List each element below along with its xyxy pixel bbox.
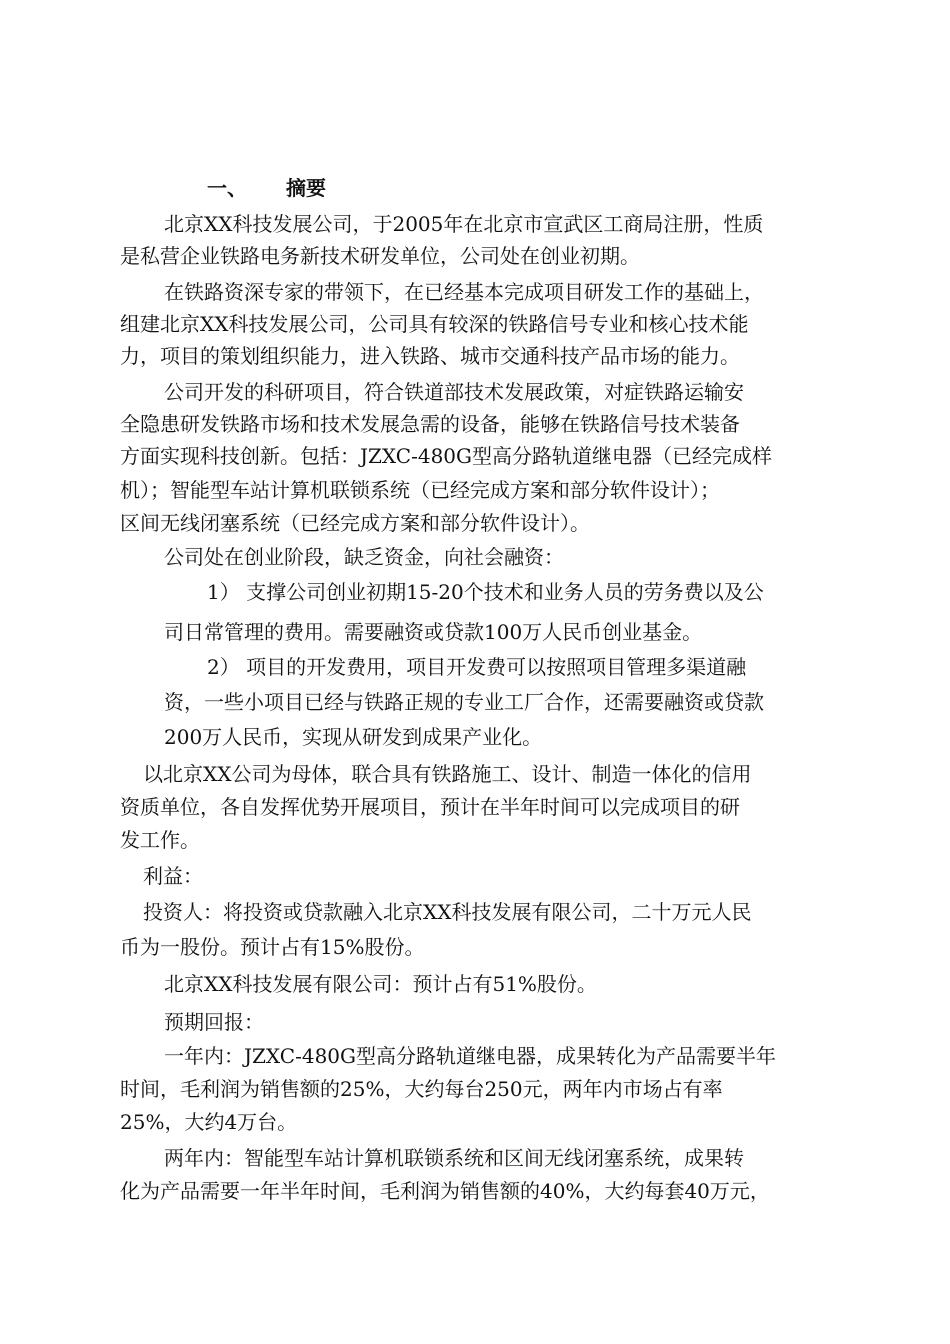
paragraph-line: 以北京XX公司为母体，联合具有铁路施工、设计、制造一体化的信用 (143, 762, 752, 786)
paragraph-line: 发工作。 (120, 828, 200, 852)
paragraph-line: 资质单位，各自发挥优势开展项目，预计在半年时间可以完成项目的研 (120, 795, 740, 819)
benefit-label: 利益： (143, 864, 203, 888)
paragraph-line: 投资人：将投资或贷款融入北京XX科技发展有限公司，二十万元人民 (143, 900, 752, 924)
list-item-2-line: 200万人民币，实现从研发到成果产业化。 (164, 725, 543, 749)
expected-return-label: 预期回报： (164, 1010, 264, 1034)
paragraph-line: 公司开发的科研项目，符合铁道部技术发展政策，对症铁路运输安 (164, 380, 744, 404)
list-item-2-line: 资，一些小项目已经与铁路正规的专业工厂合作，还需要融资或贷款 (164, 690, 764, 714)
paragraph-line: 币为一股份。预计占有15%股份。 (120, 935, 425, 959)
paragraph-line: 全隐患研发铁路市场和技术发展急需的设备，能够在铁路信号技术装备 (120, 412, 740, 436)
paragraph-line: 公司处在创业阶段，缺乏资金，向社会融资： (164, 545, 564, 569)
paragraph-line: 在铁路资深专家的带领下，在已经基本完成项目研发工作的基础上， (164, 280, 764, 304)
paragraph-line: 北京XX科技发展有限公司：预计占有51%股份。 (164, 972, 597, 996)
paragraph-line: 时间，毛利润为销售额的25%，大约每台250元，两年内市场占有率 (120, 1077, 723, 1101)
paragraph-line: 一年内：JZXC-480G型高分路轨道继电器，成果转化为产品需要半年 (164, 1044, 777, 1068)
paragraph-line: 组建北京XX科技发展公司，公司具有较深的铁路信号专业和核心技术能 (120, 312, 749, 336)
paragraph-line: 北京XX科技发展公司，于2005年在北京市宣武区工商局注册，性质 (164, 212, 764, 236)
list-item-2-line: 2） 项目的开发费用，项目开发费可以按照项目管理多渠道融 (207, 655, 747, 679)
paragraph-line: 区间无线闭塞系统（已经完成方案和部分软件设计）。 (120, 511, 590, 535)
paragraph-line: 力，项目的策划组织能力，进入铁路、城市交通科技产品市场的能力。 (120, 344, 740, 368)
paragraph-line: 两年内：智能型车站计算机联锁系统和区间无线闭塞系统，成果转 (164, 1146, 744, 1170)
list-item-1-line: 1） 支撑公司创业初期15-20个技术和业务人员的劳务费以及公 (207, 580, 764, 604)
section-number: 一、 (207, 176, 247, 200)
paragraph-line: 机）；智能型车站计算机联锁系统（已经完成方案和部分软件设计）； (120, 478, 720, 502)
paragraph-line: 是私营企业铁路电务新技术研发单位，公司处在创业初期。 (120, 244, 640, 268)
list-item-1-line: 司日常管理的费用。需要融资或贷款100万人民币创业基金。 (164, 620, 703, 644)
paragraph-line: 方面实现科技创新。包括：JZXC-480G型高分路轨道继电器（已经完成样 (120, 444, 773, 468)
paragraph-line: 化为产品需要一年半年时间，毛利润为销售额的40%，大约每套40万元， (120, 1179, 770, 1203)
section-title: 摘要 (286, 176, 326, 200)
paragraph-line: 25%，大约4万台。 (120, 1110, 298, 1134)
